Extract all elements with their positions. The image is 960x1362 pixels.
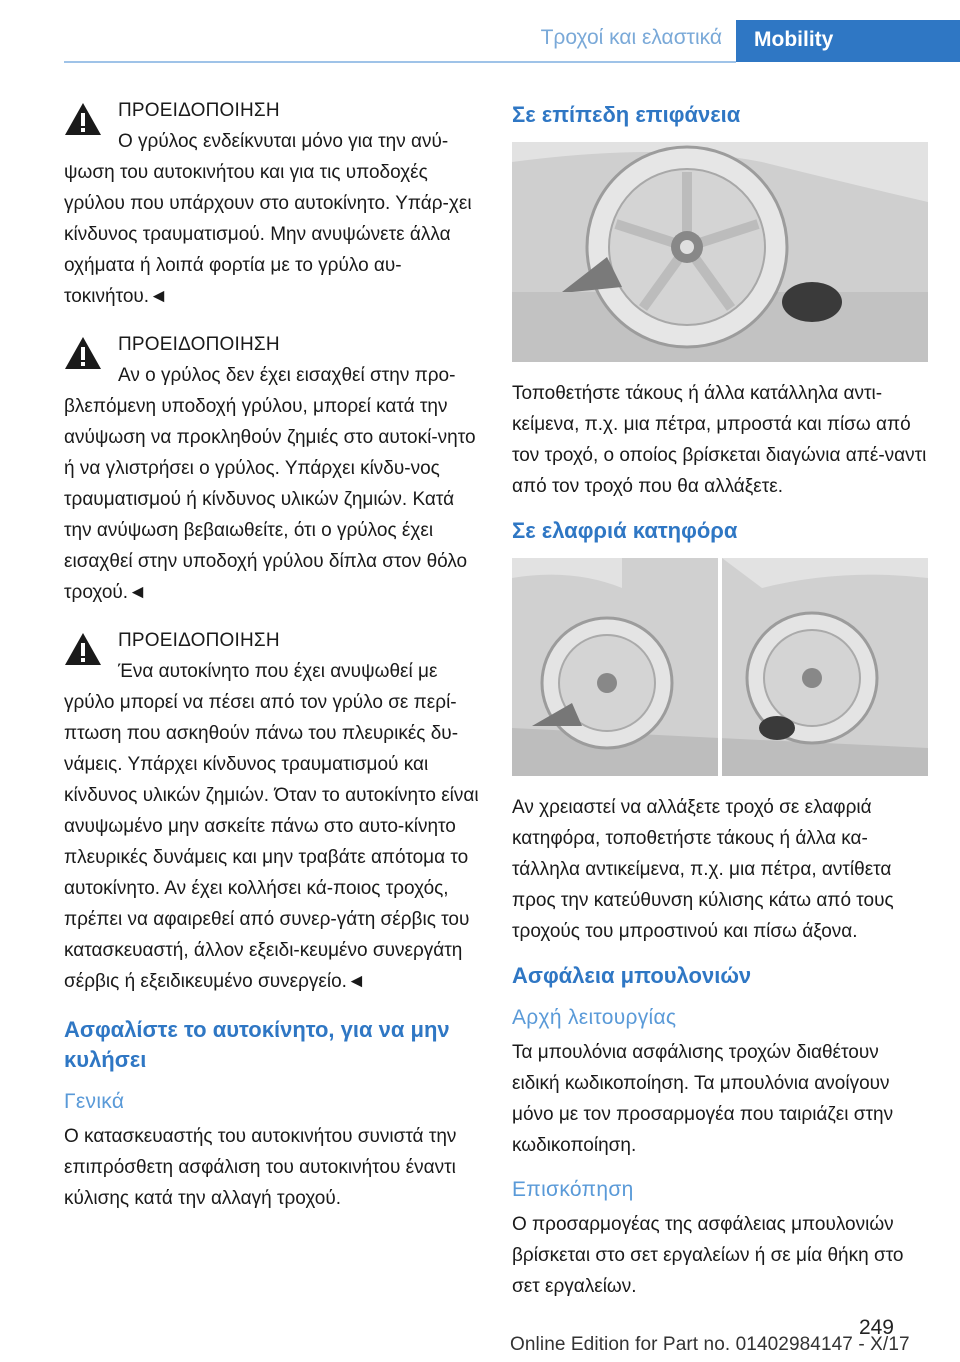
- left-column: [64, 96, 480, 1228]
- subheading-principle: Αρχή λειτουργίας: [512, 1006, 677, 1029]
- warning-block-2: [64, 330, 480, 608]
- subheading-general: Γενικά: [64, 1090, 125, 1113]
- paragraph-overview: Ο προσαρμογέας της ασφάλειας μπουλονιών βρίσκεται στο σετ εργαλείων ή σε μία θήκη στο σετ εργαλείων.: [512, 1214, 904, 1297]
- warning-text: Αν ο γρύλος δεν έχει εισαχθεί στην προ-βλεπόμενη υποδοχή γρύλου, μπορεί κατά την ανύψωση να προκληθούν ζημιές στο αυτοκί-νητο ή να γλιστρήσει ο γρύλος. Υπάρχει κίνδυ-νος τραυματισμού ή κίνδυνος υλικών ζημιών. Κατά την ανύψωση βεβαιωθείτε, ότι ο γρύλος έχει εισαχθεί στην υποδοχή γρύλου δίπλα στον θόλο τροχού.◄: [64, 365, 476, 603]
- right-column: [512, 96, 928, 1316]
- warning-text: Ο γρύλος ενδείκνυται μόνο για την ανύ-ψωση του αυτοκινήτου και για τις υποδοχές γρύλου που υπάρχουν στο αυτοκίνητο. Υπάρ-χει κίνδυνος τραυματισμού. Μην ανυψώνετε άλλα οχήματα ή λοιπά φορτία με το γρύλο αυ-τοκινήτου.◄: [64, 131, 472, 307]
- section-heading-wheel-locks: Ασφάλεια μπουλονιών: [512, 963, 752, 988]
- paragraph-principle: Τα μπουλόνια ασφάλισης τροχών διαθέτουν ειδική κωδικοποίηση. Τα μπουλόνια ανοίγουν μόνο με τον προσαρμογέα που ταιριάζει στην κωδικοποίηση.: [512, 1042, 894, 1156]
- page-number: 249: [858, 1316, 894, 1339]
- warning-block-3: [64, 626, 480, 997]
- warning-triangle-icon: [64, 102, 102, 136]
- edition-footer: Online Edition for Part no. 01402984147 - X/17: [510, 1334, 910, 1355]
- warning-text: Ένα αυτοκίνητο που έχει ανυψωθεί με γρύλο μπορεί να πέσει από τον γρύλο σε περί-πτωση που ασκηθούν πάνω του πλευρικές δυ-νάμεις. Υπάρχει κίνδυνος τραυματισμού και κίνδυνος υλικών ζημιών. Όταν το αυτοκίνητο είναι ανυψωμένο μην ασκείτε πάνω στο αυτο-κίνητο πλευρικές δυνάμεις και μην τραβάτε απότομα το αυτοκίνητο. Αν έχει κολλήσει κά-ποιος τροχός, πρέπει να αφαιρεθεί από συνερ-γάτη σέρβις του κατασκευαστή, άλλον εξειδι-κευμένο συνεργάτη σέρβις ή εξειδικευμένο συνεργείο.◄: [64, 661, 479, 992]
- section-heading-flat-surface: Σε επίπεδη επιφάνεια: [512, 102, 741, 127]
- warning-triangle-icon: [64, 632, 102, 666]
- warning-triangle-icon: [64, 336, 102, 370]
- header-section-title: Τροχοί και ελαστικά: [540, 26, 722, 49]
- page-header: [0, 0, 960, 62]
- warning-title: ΠΡΟΕΙΔΟΠΟΙΗΣΗ: [118, 100, 280, 121]
- slope-figure: [512, 558, 928, 776]
- warning-block-1: [64, 96, 480, 312]
- subheading-overview: Επισκόπηση: [512, 1178, 634, 1201]
- paragraph-general: Ο κατασκευαστής του αυτοκινήτου συνιστά την επιπρόσθετη ασφάλιση του αυτοκινήτου έναντι κύλισης κατά την αλλαγή τροχού.: [64, 1126, 457, 1209]
- paragraph-flat-surface: Τοποθετήστε τάκους ή άλλα κατάλληλα αντι-κείμενα, π.χ. μια πέτρα, μπροστά και πίσω από τον τροχό, ο οποίος βρίσκεται διαγώνια απέ-ναντι από τον τροχό που θα αλλάξετε.: [512, 383, 927, 497]
- flat-surface-figure: [512, 142, 928, 362]
- header-chapter-tab: Mobility: [736, 20, 960, 62]
- warning-title: ΠΡΟΕΙΔΟΠΟΙΗΣΗ: [118, 334, 280, 355]
- warning-title: ΠΡΟΕΙΔΟΠΟΙΗΣΗ: [118, 630, 280, 651]
- section-heading-secure-vehicle: Ασφαλίστε το αυτοκίνητο, για να μην κυλήσει: [64, 1017, 450, 1072]
- paragraph-slight-slope: Αν χρειαστεί να αλλάξετε τροχό σε ελαφριά κατηφόρα, τοποθετήστε τάκους ή άλλα κα-τάλληλα αντικείμενα, π.χ. μια πέτρα, αντίθετα προς την κατεύθυνση κύλισης κάτω από τους τροχούς του μπροστινού και πίσω άξονα.: [512, 797, 894, 942]
- section-heading-slight-slope: Σε ελαφριά κατηφόρα: [512, 518, 738, 543]
- header-divider: [64, 61, 736, 63]
